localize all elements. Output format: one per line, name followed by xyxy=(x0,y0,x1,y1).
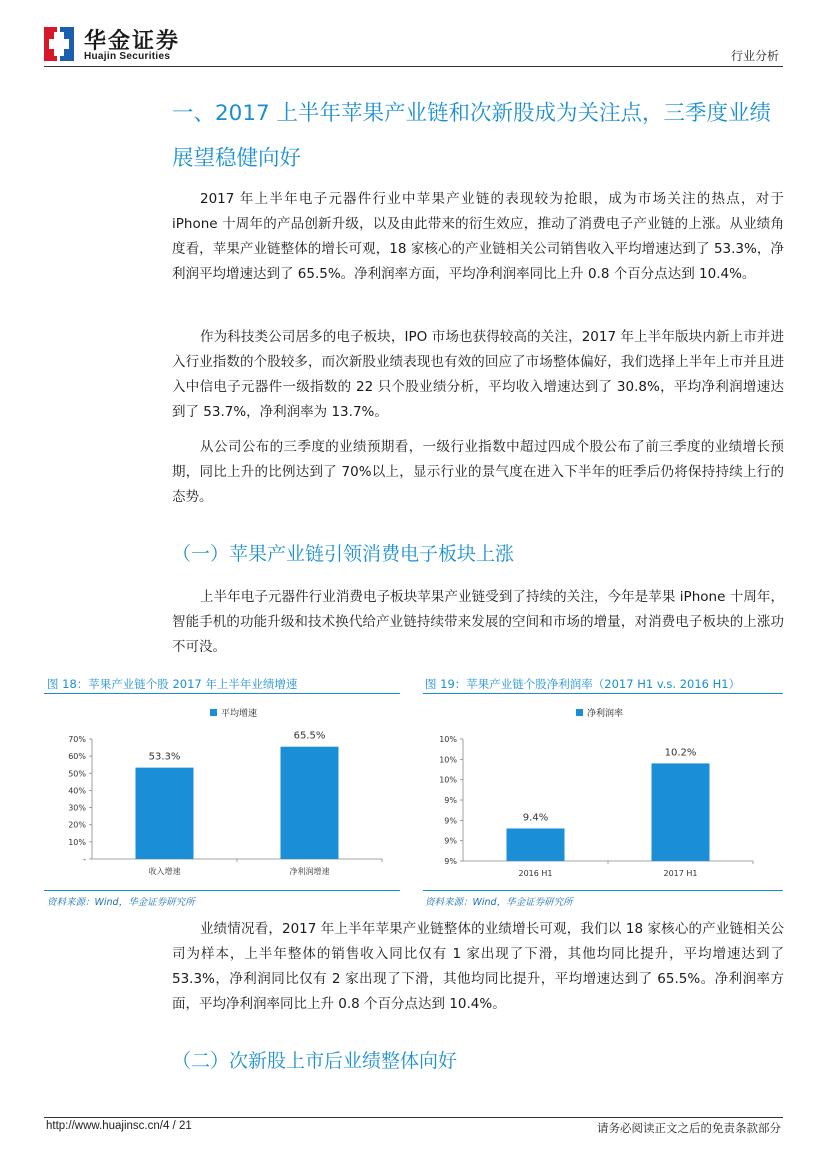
bar-data-label: 9.4% xyxy=(522,812,549,824)
figure-19-top-rule xyxy=(423,693,783,694)
paragraph-4: 上半年电子元器件行业消费电子板块苹果产业链受到了持续的关注，今年是苹果 iPhone 十周年，智能手机的功能升级和技术换代给产业链持续带来发展的空间和市场的增量，对消费电子板块的上涨功不可没。 xyxy=(172,589,784,655)
header-divider xyxy=(44,66,783,67)
y-tick-label: 9% xyxy=(444,836,457,846)
y-tick-label: 30% xyxy=(68,803,86,813)
subsection-title-2: （二）次新股上市后业绩整体向好 xyxy=(172,1050,458,1072)
x-tick-label: 收入增速 xyxy=(148,867,181,876)
y-tick-label: 40% xyxy=(68,786,86,796)
y-tick-label: 50% xyxy=(68,769,86,779)
bar xyxy=(507,828,565,861)
logo-chinese-name: 华金证券 xyxy=(84,29,181,54)
y-tick-label: 70% xyxy=(68,735,86,744)
x-tick-label: 2016 H1 xyxy=(518,869,553,878)
y-tick-label: 9% xyxy=(444,816,457,826)
figure-19-bottom-rule xyxy=(423,890,783,891)
y-tick-label: 20% xyxy=(68,820,86,830)
y-tick-label: 10% xyxy=(439,755,457,765)
y-tick-label: 10% xyxy=(439,735,457,744)
logo-english-name: Huajin Securities xyxy=(84,51,171,62)
y-tick-label: - xyxy=(83,855,86,864)
y-tick-label: 10% xyxy=(68,837,86,847)
bar-data-label: 53.3% xyxy=(148,751,181,763)
y-tick-label: 10% xyxy=(439,775,457,785)
paragraph-5: 业绩情况看，2017 年上半年苹果产业链整体的业绩增长可观，我们以 18 家核心的产业链相关公司为样本，上半年整体的销售收入同比仅有 1 家出现了下滑，其他均同比提升，平均增速达到了 53.3%，净利润同比仅有 2 家出现了下滑，其他均同比提升，平均增速达到了 65.5%。净利润率方面，平均净利润率同比上升 0.8 个百分点达到 10.4%。 xyxy=(172,921,784,1012)
paragraph-3: 从公司公布的三季度的业绩预期看，一级行业指数中超过四成个股公布了前三季度的业绩增长预期，同比上升的比例达到了 70%以上，显示行业的景气度在进入下半年的旺季后仍将保持持续上行的态势。 xyxy=(172,439,784,505)
fig18-legend-label: 平均增速 xyxy=(221,709,258,719)
bar-data-label: 65.5% xyxy=(293,730,326,742)
y-tick-label: 9% xyxy=(444,857,457,866)
company-logo-icon xyxy=(44,27,74,61)
figure-19-source: 资料来源：Wind，华金证券研究所 xyxy=(425,897,573,908)
figure-18-bottom-rule xyxy=(44,890,400,891)
y-tick-label: 60% xyxy=(68,752,86,762)
figure-18-top-rule xyxy=(44,693,400,694)
figure-19-title: 图 19：苹果产业链个股净利润率（2017 H1 v.s. 2016 H1） xyxy=(425,677,741,691)
fig19-legend-label: 净利润率 xyxy=(587,709,624,719)
paragraph-2: 作为科技类公司居多的电子板块，IPO 市场也获得较高的关注，2017 年上半年版块内新上市并进入行业指数的个股较多，而次新股业绩表现也有效的回应了市场整体偏好，我们选择上半年上市并且进入中信电子元器件一级指数的 22 只个股业绩分析，平均收入增速达到了 30.8%，平均净利润增速达到了 53.7%，净利润率为 13.7%。 xyxy=(172,329,784,420)
fig18-legend-swatch xyxy=(210,709,217,716)
report-category: 行业分析 xyxy=(730,49,779,63)
section-title: 一、2017 上半年苹果产业链和次新股成为关注点，三季度业绩展望稳健向好 xyxy=(172,101,772,171)
subsection-title-1: （一）苹果产业链引领消费电子板块上涨 xyxy=(172,543,515,565)
x-tick-label: 2017 H1 xyxy=(663,869,698,878)
paragraph-1: 2017 年上半年电子元器件行业中苹果产业链的表现较为抢眼，成为市场关注的热点，对于 iPhone 十周年的产品创新升级，以及由此带来的衍生效应，推动了消费电子产业链的上涨。从业绩角度看，苹果产业链整体的增长可观，18 家核心的产业链相关公司销售收入平均增速达到了 53.3%，净利润平均增速达到了 65.5%。净利润率方面，平均净利润率同比上升 0.8 个百分点达到 10.4%。 xyxy=(172,191,784,282)
y-tick-label: 9% xyxy=(444,796,457,805)
x-tick-label: 净利润增速 xyxy=(289,867,330,876)
figure-18-chart xyxy=(44,698,400,888)
fig19-legend-swatch xyxy=(576,709,583,716)
bar xyxy=(652,763,710,861)
footer-divider xyxy=(44,1117,783,1118)
bar xyxy=(136,768,194,859)
footer-disclaimer: 请务必阅读正文之后的免责条款部分 xyxy=(597,1121,781,1135)
bar xyxy=(281,747,339,859)
bar-data-label: 10.2% xyxy=(664,747,697,759)
figure-18-title: 图 18：苹果产业链个股 2017 年上半年业绩增速 xyxy=(47,677,298,691)
figure-18-source: 资料来源：Wind，华金证券研究所 xyxy=(47,897,195,908)
footer-url-page[interactable]: http://www.huajinsc.cn/4 / 21 xyxy=(46,1120,192,1132)
figure-19-chart xyxy=(423,698,783,888)
